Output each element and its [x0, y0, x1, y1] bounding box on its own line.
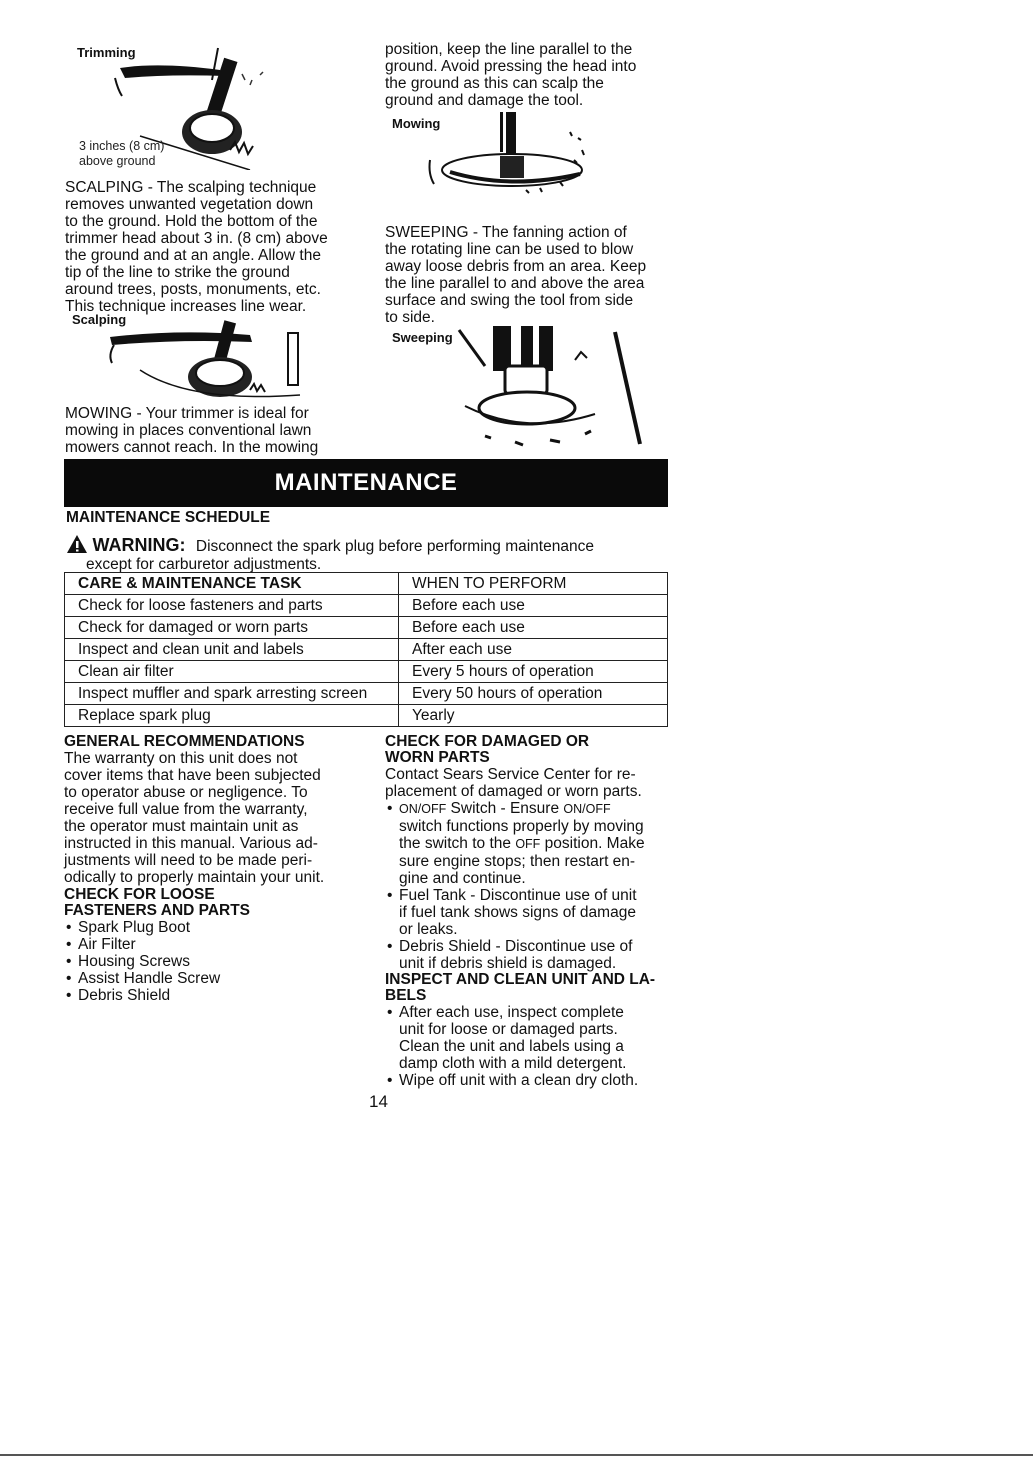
list-item: • Housing Screws — [64, 953, 364, 970]
task-cell: Replace spark plug — [65, 705, 399, 727]
off-text-b: position. Make — [544, 835, 645, 852]
mowing-continued-paragraph — [385, 41, 675, 109]
table-row — [65, 595, 668, 617]
damaged-intro: Contact Sears Service Center for re- — [385, 766, 636, 783]
general-line: the operator must maintain unit as — [64, 818, 299, 835]
when-cell: After each use — [399, 639, 668, 661]
task-cell: Inspect muffler and spark arresting screen — [65, 683, 399, 705]
mowing-line: mowing in places conventional lawn — [65, 422, 312, 439]
table-row — [65, 661, 668, 683]
scalping-line: to the ground. Hold the bottom of the — [65, 213, 318, 230]
list-item-line: Clean the unit and labels using a — [399, 1038, 624, 1055]
damaged-heading-line2: WORN PARTS — [385, 749, 490, 766]
scalping-line: trimmer head about 3 in. (8 cm) above — [65, 230, 328, 247]
when-cell: Before each use — [399, 595, 668, 617]
inspect-heading-line1: INSPECT AND CLEAN UNIT AND LA- — [385, 971, 656, 988]
table-header-row — [65, 573, 668, 595]
list-item — [385, 800, 685, 887]
table-row — [65, 639, 668, 661]
list-item-line: • Debris Shield - Discontinue use of — [399, 938, 633, 955]
scalping-illustration — [100, 315, 330, 405]
general-line: justments will need to be made peri- — [64, 852, 313, 869]
sweeping-line: the rotating line can be used to blow — [385, 241, 634, 258]
scalping-line: the ground and at an angle. Allow the — [65, 247, 321, 264]
list-item — [385, 1004, 685, 1072]
table-header-when: WHEN TO PERFORM — [399, 573, 668, 595]
scalping-line: tip of the line to strike the ground — [65, 264, 290, 281]
sweeping-line: to side. — [385, 309, 435, 326]
maintenance-banner: MAINTENANCE — [64, 459, 668, 507]
general-heading: GENERAL RECOMMENDATIONS — [64, 733, 305, 750]
maintenance-schedule-table — [64, 572, 668, 727]
list-item: • Assist Handle Screw — [64, 970, 364, 987]
trimming-caption — [79, 139, 164, 169]
damaged-intro: placement of damaged or worn parts. — [385, 783, 642, 800]
list-item: • Debris Shield — [64, 987, 364, 1004]
list-item-line — [399, 835, 685, 853]
task-cell: Check for loose fasteners and parts — [65, 595, 399, 617]
table-row — [65, 617, 668, 639]
general-recommendations-section — [64, 734, 364, 1004]
mowing-line: mowers cannot reach. In the mowing — [65, 439, 319, 456]
list-item-line: • After each use, inspect complete — [399, 1004, 624, 1021]
table-header-task: CARE & MAINTENANCE TASK — [65, 573, 399, 595]
general-line: receive full value from the warranty, — [64, 801, 308, 818]
inspect-list — [385, 1004, 685, 1089]
table-row — [65, 705, 668, 727]
page-number: 14 — [369, 1092, 388, 1111]
loose-heading-line2: FASTENERS AND PARTS — [64, 902, 251, 919]
list-item-line: gine and continue. — [399, 870, 526, 887]
scalping-line: This technique increases line wear. — [65, 298, 307, 315]
general-line: odically to properly maintain your unit. — [64, 869, 325, 886]
list-item-line: unit for loose or damaged parts. — [399, 1021, 618, 1038]
off-smallcaps: OFF — [515, 837, 541, 851]
damaged-parts-list — [385, 800, 685, 972]
list-item-line: damp cloth with a mild detergent. — [399, 1055, 627, 1072]
list-item-line: switch functions properly by moving — [399, 818, 644, 835]
mowing-cont-line: position, keep the line parallel to the — [385, 41, 633, 58]
when-cell: Yearly — [399, 705, 668, 727]
general-line: instructed in this manual. Various ad- — [64, 835, 318, 852]
warning-block — [66, 534, 706, 573]
task-cell: Check for damaged or worn parts — [65, 617, 399, 639]
loose-fasteners-list — [64, 919, 364, 1004]
scalping-paragraph — [65, 179, 365, 315]
list-item: • Air Filter — [64, 936, 364, 953]
scalping-figure-label: Scalping — [72, 312, 127, 327]
warning-text-continued: except for carburetor adjustments. — [86, 556, 322, 573]
scalping-line: around trees, posts, monuments, etc. — [65, 281, 321, 298]
table-row — [65, 683, 668, 705]
mowing-line: MOWING - Your trimmer is ideal for — [65, 405, 309, 422]
scalping-line: SCALPING - The scalping technique — [65, 179, 317, 196]
when-cell: Every 5 hours of operation — [399, 661, 668, 683]
list-item — [385, 887, 685, 938]
list-item-line: sure engine stops; then restart en- — [399, 853, 636, 870]
list-item: • Spark Plug Boot — [64, 919, 364, 936]
sweeping-illustration — [455, 326, 655, 451]
sweeping-line: the line parallel to and above the area — [385, 275, 645, 292]
off-text-a: the switch to the — [399, 835, 512, 852]
warning-text: Disconnect the spark plug before performing maintenance — [195, 538, 594, 555]
trimming-figure-label: Trimming — [77, 45, 136, 60]
sweeping-paragraph — [385, 224, 675, 326]
mowing-illustration — [420, 112, 620, 202]
onoff-smallcaps: ON/OFF — [563, 802, 611, 816]
mowing-cont-line: ground and damage the tool. — [385, 92, 584, 109]
warning-label: WARNING: — [92, 535, 186, 555]
bottom-edge-line — [0, 1454, 1033, 1456]
mowing-paragraph — [65, 405, 365, 456]
list-item-line: • Wipe off unit with a clean dry cloth. — [399, 1072, 639, 1089]
loose-heading-line1: CHECK FOR LOOSE — [64, 886, 215, 903]
mowing-figure-label: Mowing — [392, 116, 441, 131]
list-item-line: or leaks. — [399, 921, 458, 938]
general-line: to operator abuse or negligence. To — [64, 784, 308, 801]
task-cell: Inspect and clean unit and labels — [65, 639, 399, 661]
mowing-cont-line: the ground as this can scalp the — [385, 75, 604, 92]
list-item-line: • Fuel Tank - Discontinue use of unit — [399, 887, 637, 904]
warning-triangle-icon — [66, 534, 88, 554]
inspect-heading-line2: BELS — [385, 987, 427, 1004]
sweeping-figure-label: Sweeping — [392, 330, 453, 345]
list-item — [385, 1072, 685, 1089]
list-item-line: if fuel tank shows signs of damage — [399, 904, 636, 921]
list-item — [385, 938, 685, 972]
damaged-heading-line1: CHECK FOR DAMAGED OR — [385, 733, 590, 750]
onoff-text: Switch - Ensure — [450, 800, 560, 817]
when-cell: Before each use — [399, 617, 668, 639]
damaged-parts-section — [385, 734, 685, 1089]
list-item-line: unit if debris shield is damaged. — [399, 955, 617, 972]
sweeping-line: SWEEPING - The fanning action of — [385, 224, 627, 241]
sweeping-line: surface and swing the tool from side — [385, 292, 634, 309]
onoff-smallcaps: ON/OFF — [399, 802, 447, 816]
general-line: The warranty on this unit does not — [64, 750, 298, 767]
trimming-caption-line2: above ground — [79, 154, 156, 168]
mowing-cont-line: ground. Avoid pressing the head into — [385, 58, 637, 75]
task-cell: Clean air filter — [65, 661, 399, 683]
sweeping-line: away loose debris from an area. Keep — [385, 258, 647, 275]
trimming-caption-line1: 3 inches (8 cm) — [79, 139, 165, 153]
general-line: cover items that have been subjected — [64, 767, 321, 784]
when-cell: Every 50 hours of operation — [399, 683, 668, 705]
schedule-heading: MAINTENANCE SCHEDULE — [66, 509, 271, 526]
scalping-line: removes unwanted vegetation down — [65, 196, 314, 213]
